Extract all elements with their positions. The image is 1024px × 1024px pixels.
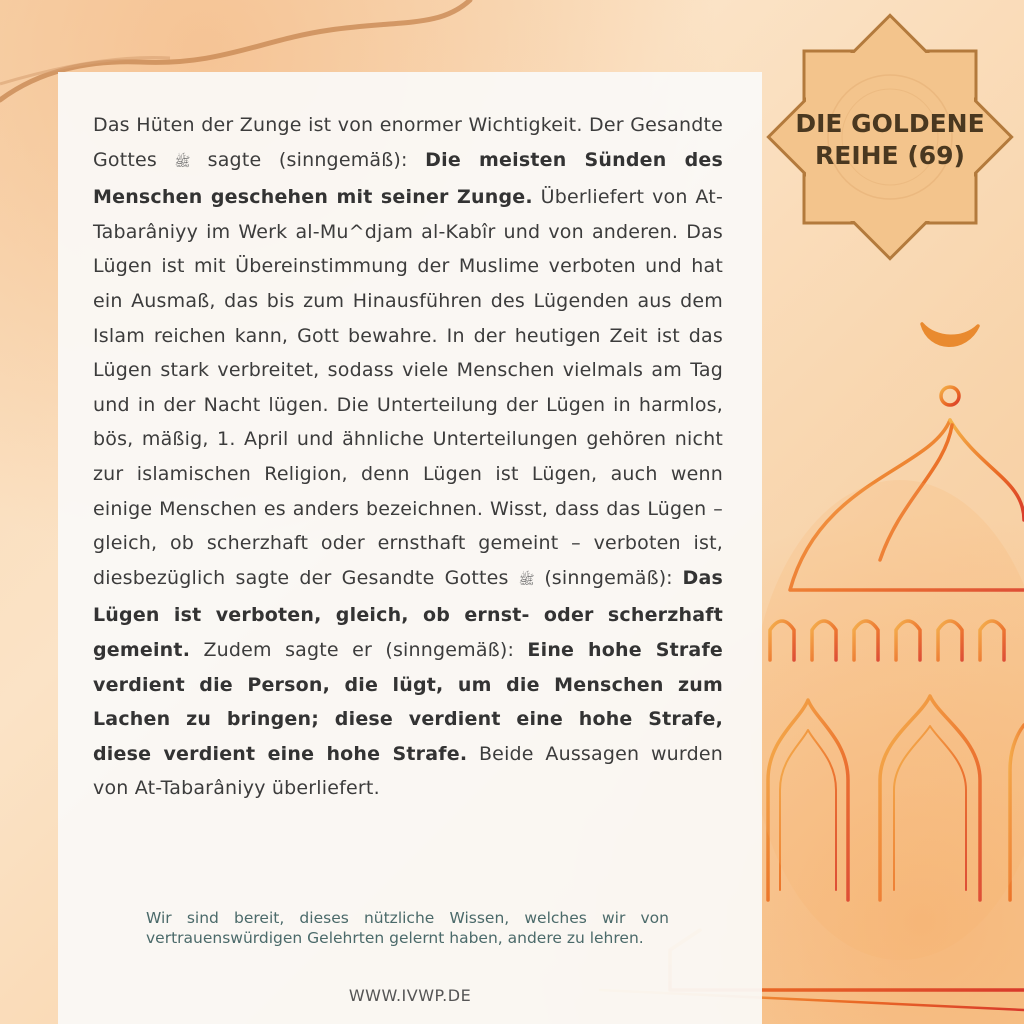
text-segment: Das Hüten der Zunge ist von enormer Wichtigkeit. Der Gesandte Gottes — [93, 114, 723, 171]
bold-quote: Das Lügen ist verboten, gleich, ob ernst- oder scherzhaft gemeint. — [93, 566, 723, 661]
text-segment: Überliefert von At-Tabarâniyy im Werk al-Mu^djam al-Kabîr und von anderen. Das Lügen ist mit Übereinstimmung der Muslime verboten und hat ein Ausmaß, das bis zum Hinausführen des Lügenden aus dem Islam reichen kann, Gott bewahre. In der heutigen Zeit ist das Lügen stark verbreitet, sodass viele Menschen vielmals am Tag und in der Nacht lügen. Die Unterteilung der Lügen in harmlos, bös, mäßig, 1. April und ähnliche Unterteilungen gehören nicht zur islamischen Religion, denn Lügen ist Lügen, auch wenn einige Menschen es anders bezeichnen. Wisst, dass das Lügen – gleich, ob scherzhaft oder ernsthaft gemeint – verboten ist, diesbezüglich sagte der Gesandte Gottes — [93, 186, 723, 589]
text-segment: Beide Aussagen wurden von At-Tabarâniyy überliefert. — [93, 742, 723, 800]
badge-title — [764, 108, 1016, 172]
text-segment: sagte (sinngemäß): — [190, 148, 426, 171]
badge-line-2: REIHE (69) — [815, 141, 965, 170]
bold-quote: Eine hohe Strafe verdient die Person, die lügt, um die Menschen zum Lachen zu bringen; diese verdient eine hohe Strafe, diese verdient eine hohe Strafe. — [93, 638, 724, 765]
badge-line-1: DIE GOLDENE — [795, 109, 985, 138]
pbuh-glyph: ﷺ — [174, 154, 191, 170]
pbuh-glyph: ﷺ — [518, 572, 535, 588]
bold-quote: Die meisten Sünden des Menschen geschehen mit seiner Zunge. — [93, 148, 723, 209]
footer-note: Wir sind bereit, dieses nützliche Wissen, welches wir von vertrauenswürdigen Gelehrten gelernt haben, andere zu lehren. — [146, 909, 669, 947]
text-segment: (sinngemäß): — [534, 566, 683, 589]
website-link[interactable]: WWW.IVWP.DE — [348, 986, 472, 1005]
article-body — [93, 108, 723, 806]
text-segment: Zudem sagte er (sinngemäß): — [190, 638, 528, 661]
